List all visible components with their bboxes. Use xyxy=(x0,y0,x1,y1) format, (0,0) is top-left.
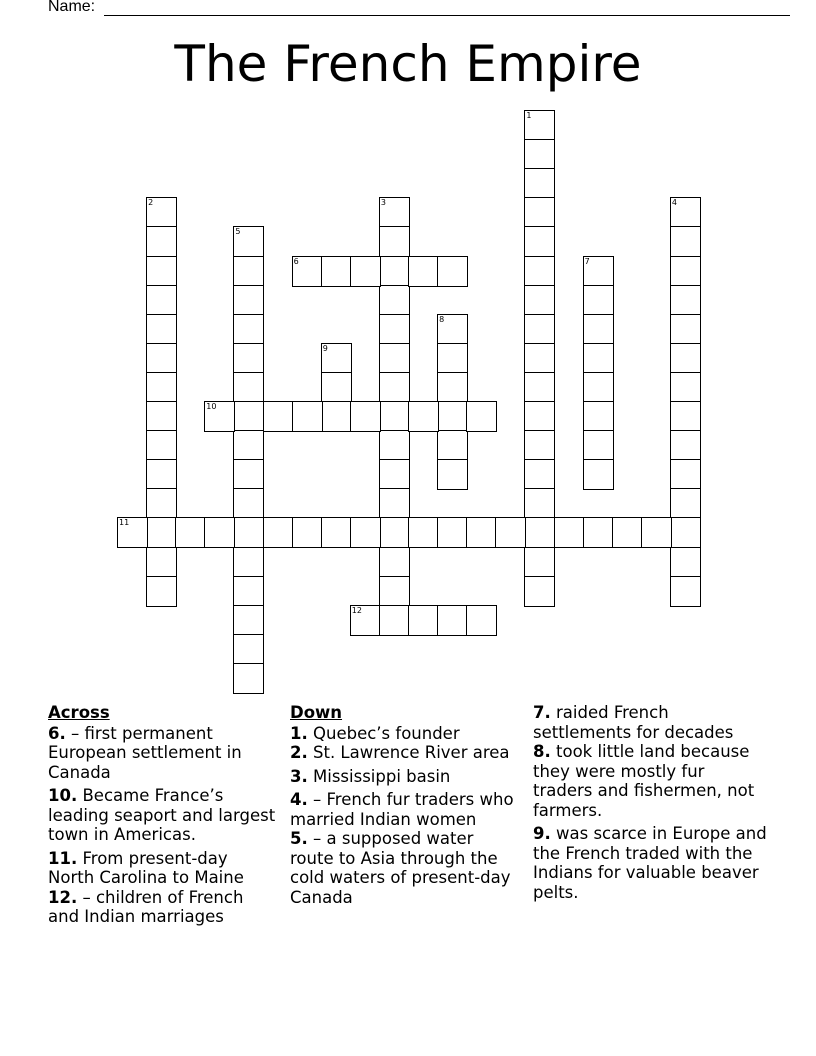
grid-cell[interactable] xyxy=(146,401,177,432)
grid-cell[interactable] xyxy=(233,517,264,548)
clue-down-7: 7. raided French settlements for decades xyxy=(533,703,734,742)
grid-cell[interactable] xyxy=(146,459,177,490)
grid-cell[interactable] xyxy=(641,517,672,548)
grid-cell[interactable] xyxy=(350,605,381,636)
grid-cell[interactable] xyxy=(670,256,701,287)
grid-cell[interactable] xyxy=(670,372,701,403)
grid-cell[interactable] xyxy=(263,517,294,548)
grid-cell[interactable] xyxy=(524,372,555,403)
down-clues-continued xyxy=(533,703,769,906)
grid-cell[interactable] xyxy=(379,547,410,578)
across-clues xyxy=(48,703,278,931)
clue-number: 3 xyxy=(380,198,386,208)
grid-cell[interactable] xyxy=(233,256,264,287)
grid-cell[interactable] xyxy=(379,517,410,548)
grid-cell[interactable] xyxy=(524,459,555,490)
grid-cell[interactable] xyxy=(583,401,614,432)
grid-cell[interactable] xyxy=(670,576,701,607)
grid-cell[interactable] xyxy=(233,285,264,316)
grid-cell[interactable] xyxy=(379,285,410,316)
grid-cell[interactable] xyxy=(524,517,555,548)
grid-cell[interactable] xyxy=(204,517,235,548)
grid-cell[interactable] xyxy=(292,256,323,287)
grid-cell[interactable] xyxy=(379,343,410,374)
grid-cell[interactable] xyxy=(524,226,555,257)
grid-cell[interactable] xyxy=(233,663,264,694)
grid-cell[interactable] xyxy=(524,110,555,141)
grid-cell[interactable] xyxy=(437,343,468,374)
clue-down-1: 1. Quebec’s founder xyxy=(290,723,460,743)
grid-cell[interactable] xyxy=(350,517,381,548)
grid-cell[interactable] xyxy=(233,634,264,665)
grid-cell[interactable] xyxy=(379,256,410,287)
down-clues xyxy=(290,703,522,911)
grid-cell[interactable] xyxy=(146,197,177,228)
clue-across-12: 12. – children of French and Indian marriages xyxy=(48,887,244,926)
grid-cell[interactable] xyxy=(437,459,468,490)
grid-cell[interactable] xyxy=(437,401,468,432)
grid-cell[interactable] xyxy=(117,517,148,548)
grid-cell[interactable] xyxy=(670,401,701,432)
grid-cell[interactable] xyxy=(466,605,497,636)
grid-cell[interactable] xyxy=(379,314,410,345)
grid-cell[interactable] xyxy=(233,459,264,490)
grid-cell[interactable] xyxy=(466,401,497,432)
clue-down-3: 3. Mississippi basin xyxy=(290,766,451,786)
grid-cell[interactable] xyxy=(670,459,701,490)
grid-cell[interactable] xyxy=(670,430,701,461)
grid-cell[interactable] xyxy=(583,372,614,403)
grid-cell[interactable] xyxy=(146,372,177,403)
grid-cell[interactable] xyxy=(233,314,264,345)
clue-across-10: 10. Became France’s leading seaport and largest town in Americas. xyxy=(48,786,276,844)
clue-number: 7 xyxy=(584,256,590,266)
clue-number: 6 xyxy=(293,256,299,266)
grid-cell[interactable] xyxy=(321,343,352,374)
grid-cell[interactable] xyxy=(612,517,643,548)
grid-cell[interactable] xyxy=(524,139,555,170)
grid-cell[interactable] xyxy=(175,517,206,548)
grid-cell[interactable] xyxy=(670,488,701,519)
grid-cell[interactable] xyxy=(437,256,468,287)
clue-number: 2 xyxy=(148,198,154,208)
grid-cell[interactable] xyxy=(524,197,555,228)
grid-cell[interactable] xyxy=(292,517,323,548)
grid-cell[interactable] xyxy=(524,576,555,607)
grid-cell[interactable] xyxy=(233,488,264,519)
grid-cell[interactable] xyxy=(583,256,614,287)
page-title: The French Empire xyxy=(174,35,642,93)
grid-cell[interactable] xyxy=(146,314,177,345)
clue-number: 9 xyxy=(322,343,328,353)
grid-cell[interactable] xyxy=(379,459,410,490)
grid-cell[interactable] xyxy=(670,197,701,228)
clue-down-5: 5. – a supposed water route to Asia through the cold waters of present-day Canada xyxy=(290,829,511,907)
clue-number: 1 xyxy=(526,111,532,120)
grid-cell[interactable] xyxy=(350,401,381,432)
grid-cell[interactable] xyxy=(379,605,410,636)
grid-cell[interactable] xyxy=(524,488,555,519)
grid-cell[interactable] xyxy=(524,285,555,316)
grid-cell[interactable] xyxy=(146,343,177,374)
grid-cell[interactable] xyxy=(146,285,177,316)
grid-cell[interactable] xyxy=(233,547,264,578)
grid-cell[interactable] xyxy=(379,372,410,403)
grid-cell[interactable] xyxy=(583,430,614,461)
clue-across-6: 6. – first permanent European settlement in Canada xyxy=(48,723,242,782)
clue-number: 8 xyxy=(439,314,445,324)
grid-cell[interactable] xyxy=(146,226,177,257)
grid-cell[interactable] xyxy=(292,401,323,432)
grid-cell[interactable] xyxy=(583,517,614,548)
grid-cell[interactable] xyxy=(321,256,352,287)
clue-number: 11 xyxy=(119,518,130,528)
grid-cell[interactable] xyxy=(146,547,177,578)
clue-down-8: 8. took little land because they were mostly fur traders and fishermen, not farmers. xyxy=(533,742,755,820)
grid-cell[interactable] xyxy=(670,226,701,257)
clue-number: 10 xyxy=(206,402,217,411)
grid-cell[interactable] xyxy=(408,401,439,432)
grid-cell[interactable] xyxy=(233,576,264,607)
grid-cell[interactable] xyxy=(524,430,555,461)
grid-cell[interactable] xyxy=(204,401,235,432)
grid-cell[interactable] xyxy=(146,576,177,607)
grid-cell[interactable] xyxy=(466,517,497,548)
grid-cell[interactable] xyxy=(233,401,264,432)
grid-cell[interactable] xyxy=(408,517,439,548)
grid-cell[interactable] xyxy=(379,226,410,257)
grid-cell[interactable] xyxy=(408,256,439,287)
clue-down-4: 4. – French fur traders who married Indian women xyxy=(290,790,514,829)
grid-cell[interactable] xyxy=(233,430,264,461)
grid-cell[interactable] xyxy=(233,372,264,403)
grid-cell[interactable] xyxy=(670,517,701,548)
grid-cell[interactable] xyxy=(146,430,177,461)
clue-number: 5 xyxy=(235,227,241,237)
grid-cell[interactable] xyxy=(379,401,410,432)
grid-cell[interactable] xyxy=(670,285,701,316)
grid-cell[interactable] xyxy=(233,343,264,374)
clue-down-9: 9. was scarce in Europe and the French traded with the Indians for valuable beaver pelts. xyxy=(533,824,767,902)
grid-cell[interactable] xyxy=(437,517,468,548)
grid-cell[interactable] xyxy=(583,314,614,345)
grid-cell[interactable] xyxy=(524,168,555,199)
down-heading: Down xyxy=(290,703,343,722)
grid-cell[interactable] xyxy=(321,517,352,548)
grid-cell[interactable] xyxy=(437,430,468,461)
grid-cell[interactable] xyxy=(379,430,410,461)
clue-across-11: 11. From present-day North Carolina to Maine xyxy=(48,848,244,887)
grid-cell[interactable] xyxy=(495,517,526,548)
grid-cell[interactable] xyxy=(524,343,555,374)
clue-down-2: 2. St. Lawrence River area xyxy=(290,743,510,762)
grid-cell[interactable] xyxy=(379,197,410,228)
name-label: Name: xyxy=(48,0,96,15)
grid-cell[interactable] xyxy=(146,517,177,548)
grid-cell[interactable] xyxy=(437,314,468,345)
grid-cell[interactable] xyxy=(583,459,614,490)
grid-cell[interactable] xyxy=(408,605,439,636)
grid-cell[interactable] xyxy=(524,256,555,287)
grid-cell[interactable] xyxy=(670,547,701,578)
grid-cell[interactable] xyxy=(321,372,352,403)
grid-cell[interactable] xyxy=(379,576,410,607)
grid-cell[interactable] xyxy=(146,488,177,519)
grid-cell[interactable] xyxy=(583,285,614,316)
grid-cell[interactable] xyxy=(437,372,468,403)
clue-number: 12 xyxy=(351,605,362,615)
grid-cell[interactable] xyxy=(233,605,264,636)
grid-cell[interactable] xyxy=(670,314,701,345)
grid-cell[interactable] xyxy=(321,401,352,432)
grid-cell[interactable] xyxy=(524,314,555,345)
grid-cell[interactable] xyxy=(233,226,264,257)
grid-cell[interactable] xyxy=(437,605,468,636)
grid-cell[interactable] xyxy=(524,547,555,578)
grid-cell[interactable] xyxy=(379,488,410,519)
grid-cell[interactable] xyxy=(524,401,555,432)
clue-number: 4 xyxy=(671,198,677,208)
grid-cell[interactable] xyxy=(146,256,177,287)
grid-cell[interactable] xyxy=(554,517,585,548)
grid-cell[interactable] xyxy=(583,343,614,374)
grid-cell[interactable] xyxy=(350,256,381,287)
grid-cell[interactable] xyxy=(670,343,701,374)
grid-cell[interactable] xyxy=(263,401,294,432)
across-heading: Across xyxy=(48,703,110,722)
